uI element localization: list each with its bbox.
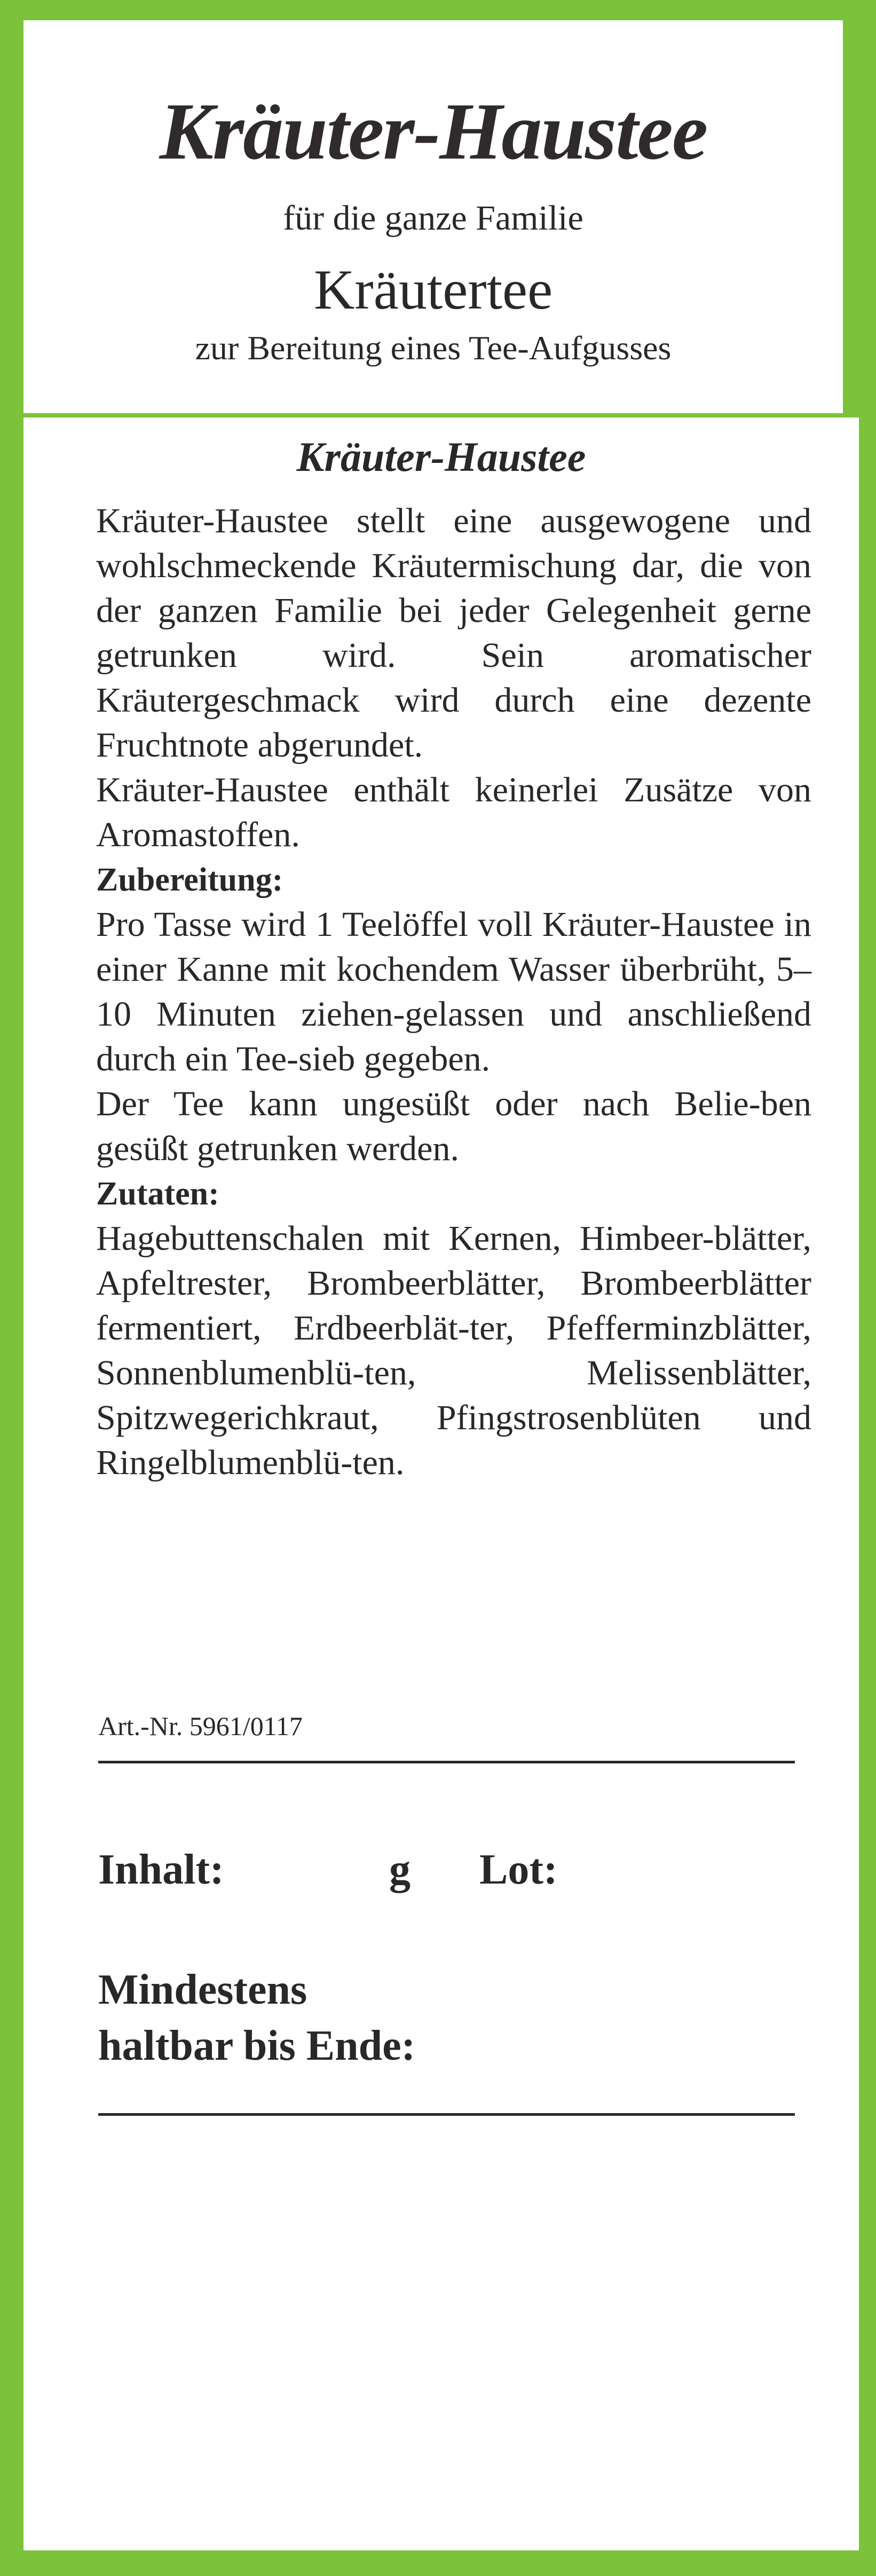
lot-label: Lot: <box>479 1846 558 1893</box>
header-card <box>23 20 843 413</box>
ingredients-label: Zutaten: <box>96 1176 219 1212</box>
preparation-paragraph: Pro Tasse wird 1 Teelöffel voll Kräuter-Haustee in einer Kanne mit kochendem Wasser überbrüht, 5–10 Minuten ziehen-gelassen und anschließend durch ein Tee-sieb gegeben. <box>96 905 811 1078</box>
divider-line-bottom <box>98 2113 795 2116</box>
brand-subtitle: für die ganze Familie <box>283 199 583 238</box>
description-note: Kräuter-Haustee enthält keinerlei Zusätze von Aromastoffen. <box>96 770 811 854</box>
best-before-label-line1: Mindestens <box>98 1966 307 2013</box>
article-number: Art.-Nr. 5961/0117 <box>98 1711 303 1741</box>
contents-label: Inhalt: <box>98 1846 224 1893</box>
brand-title: Kräuter-Haustee <box>159 86 707 176</box>
product-type: Kräutertee <box>313 258 553 321</box>
description-paragraph: Kräuter-Haustee stellt eine ausgewogene und wohlschmeckende Kräutermischung dar, die von der ganzen Familie bei jeder Gelegenheit gerne getrunken wird. Sein aromatischer Kräutergeschmack wird durch eine dezente Fruchtnote abgerundet. <box>96 501 811 765</box>
product-purpose: zur Bereitung eines Tee-Aufgusses <box>195 329 672 367</box>
ingredients-text: Hagebuttenschalen mit Kernen, Himbeer-blätter, Apfeltrester, Brombeerblätter, Brombeerblätter fermentiert, Erdbeerblät-ter, Pfefferminzblätter, Sonnenblumenblü-ten, Melissenblätter, Spitzwegerichkraut, Pfingstrosenblüten und Ringelblumenblü-ten. <box>96 1219 811 1482</box>
best-before-label-line2: haltbar bis Ende: <box>98 2022 416 2069</box>
section-title: Kräuter-Haustee <box>296 434 586 480</box>
preparation-label: Zubereitung: <box>96 862 283 898</box>
body-card <box>23 417 859 2550</box>
divider-line <box>98 1761 795 1763</box>
preparation-sweetening: Der Tee kann ungesüßt oder nach Belie-ben gesüßt getrunken werden. <box>96 1084 811 1168</box>
unit-label: g <box>389 1846 411 1893</box>
label-content <box>96 499 811 1485</box>
